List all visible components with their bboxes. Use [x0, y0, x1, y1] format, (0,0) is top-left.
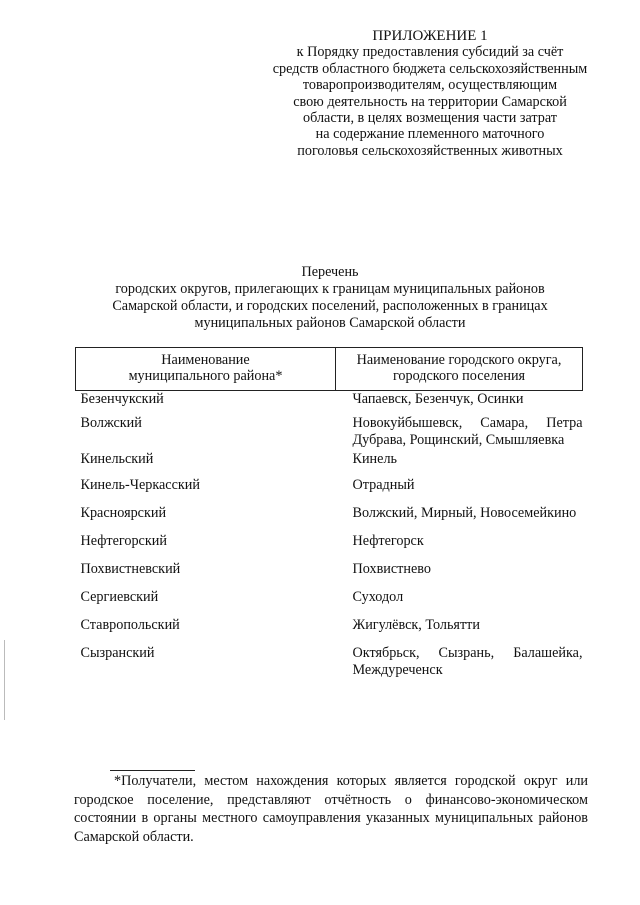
list-heading: Перечень — [301, 264, 359, 280]
cities-cell: Суходол — [352, 589, 404, 606]
table-row — [76, 533, 583, 561]
appendix-line: к Порядку предоставления субсидий за счёт — [296, 44, 564, 61]
table-row — [76, 561, 583, 589]
table-row — [76, 617, 583, 645]
cities-cell: Новокуйбышевск, Самара, Петра Дубрава, Рощинский, Смышляевка — [352, 415, 583, 448]
cities-cell: Октябрьск, Сызрань, Балашейка, Междуреченск — [352, 645, 583, 678]
district-cell: Кинельский — [80, 451, 154, 468]
scan-artifact-line — [4, 640, 5, 720]
cities-cell: Кинель — [352, 451, 397, 468]
appendix-line: свою деятельность на территории Самарской — [293, 93, 567, 110]
district-cell: Ставропольский — [80, 617, 180, 634]
district-cell: Красноярский — [80, 505, 167, 522]
table-row — [76, 477, 583, 505]
district-cell: Сызранский — [80, 645, 155, 662]
district-cell: Сергиевский — [80, 589, 159, 606]
column-header-line: муниципального района* — [128, 368, 283, 385]
column-header-district — [76, 348, 336, 391]
appendix-line: средств областного бюджета сельскохозяйственным — [272, 60, 588, 77]
footnote-separator — [110, 770, 195, 771]
cities-cell: Волжский, Мирный, Новосемейкино — [352, 505, 577, 522]
appendix-line: поголовья сельскохозяйственных животных — [297, 142, 563, 159]
table-header — [76, 348, 583, 391]
list-subtitle-line: городских округов, прилегающих к границам муниципальных районов — [115, 281, 545, 297]
cities-cell: Похвистнево — [352, 561, 431, 578]
district-cell: Нефтегорский — [80, 533, 167, 550]
appendix-title: ПРИЛОЖЕНИЕ 1 — [372, 28, 488, 44]
district-cell: Безенчукский — [80, 390, 164, 407]
column-header-cities — [336, 348, 583, 391]
cities-cell: Жигулёвск, Тольятти — [352, 617, 480, 634]
district-cell: Волжский — [80, 415, 142, 432]
table-row — [76, 390, 583, 415]
table-row — [76, 645, 583, 679]
appendix-line: области, в целях возмещения части затрат — [303, 110, 557, 127]
appendix-header — [255, 28, 605, 159]
table-row — [76, 451, 583, 477]
list-subtitle-line: Самарской области, и городских поселений, расположенных в границах — [112, 298, 548, 314]
district-cell: Похвистневский — [80, 561, 181, 578]
cities-cell: Отрадный — [352, 477, 415, 494]
municipalities-table — [75, 347, 583, 679]
table-header-row — [76, 348, 583, 391]
column-header-line: Наименование городского округа, — [356, 352, 562, 368]
cities-cell: Нефтегорск — [352, 533, 424, 550]
table-row — [76, 505, 583, 533]
column-header-line: городского поселения — [392, 368, 526, 385]
appendix-line: товаропроизводителям, осуществляющим — [302, 77, 558, 94]
table-row — [76, 589, 583, 617]
list-subtitle-line: муниципальных районов Самарской области — [194, 315, 466, 331]
footnote-text: *Получатели, местом нахождения которых является городской округ или городское поселение, представляют отчётность о финансово-экономическом состоянии в органы местного самоуправления указанных муниципальных районов Самарской области. — [74, 773, 588, 845]
table-row — [76, 415, 583, 451]
table-body — [76, 390, 583, 679]
cities-cell: Чапаевск, Безенчук, Осинки — [352, 390, 524, 407]
appendix-line: на содержание племенного маточного — [315, 126, 545, 143]
list-title — [60, 264, 600, 332]
district-cell: Кинель-Черкасский — [80, 477, 200, 494]
column-header-line: Наименование — [161, 352, 250, 368]
